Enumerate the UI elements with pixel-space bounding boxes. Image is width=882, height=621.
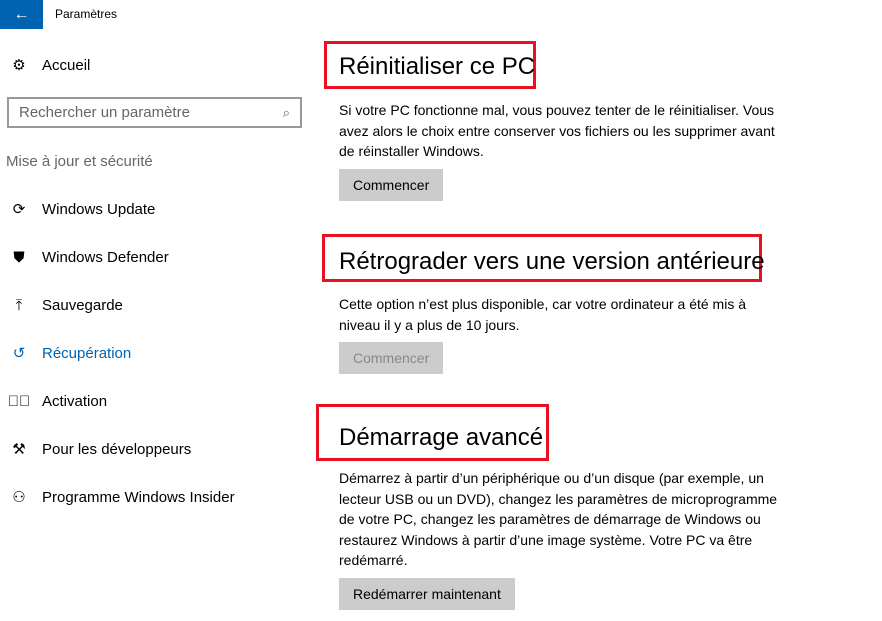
rollback-start-button[interactable]: Commencer [339, 342, 443, 374]
sidebar-item-activation[interactable] [7, 392, 108, 410]
check-circle-icon: ✓⃝ [7, 392, 31, 410]
insider-icon: ⚇ [12, 489, 26, 506]
home-label: Accueil [42, 56, 91, 74]
item-label: Pour les développeurs [42, 440, 192, 458]
gear-icon: ⚙ [12, 57, 26, 74]
sidebar-item-sauvegarde[interactable] [10, 296, 123, 314]
restart-now-button[interactable]: Redémarrer maintenant [339, 578, 515, 610]
arrow-left-icon: ← [13, 5, 30, 23]
back-button[interactable] [0, 0, 43, 29]
sync-icon: ⟳ [12, 201, 26, 218]
category-heading: Mise à jour et sécurité [6, 153, 153, 170]
search-input[interactable] [7, 97, 302, 128]
reset-start-button[interactable]: Commencer [339, 169, 443, 201]
section-text-advanced: Démarrez à partir d’un périphérique ou d’un disque (par exemple, un lecteur USB ou un DVD), changez les paramètres de microprogramme de votre PC, changez les paramètres de démarrage de Windows ou restaurez Windows à partir d’une image système. Votre PC va être redémarré. [339, 470, 778, 568]
item-label: Programme Windows Insider [42, 488, 235, 506]
tools-icon: ⚒ [12, 441, 26, 458]
search-placeholder: Rechercher un paramètre [19, 104, 190, 121]
sidebar-item-insider[interactable] [10, 488, 235, 506]
window-title: Paramètres [55, 7, 118, 21]
shield-icon: ⛊ [13, 248, 25, 266]
sidebar-item-home[interactable] [10, 56, 90, 74]
item-label: Windows Defender [42, 248, 169, 266]
section-title-reset: Réinitialiser ce PC [339, 53, 536, 80]
upload-icon: ⤒ [15, 296, 23, 314]
sidebar-item-developpeurs[interactable] [10, 440, 191, 458]
history-icon: ↺ [12, 345, 26, 362]
section-title-rollback: Rétrograder vers une version antérieure [339, 248, 765, 275]
item-label: Récupération [42, 344, 132, 362]
sidebar-item-windows-defender[interactable] [10, 248, 169, 266]
sidebar-item-windows-update[interactable] [10, 200, 155, 218]
item-label: Sauvegarde [42, 296, 123, 314]
item-label: Activation [42, 392, 108, 410]
section-text-reset: Si votre PC fonctionne mal, vous pouvez tenter de le réinitialiser. Vous avez alors le choix entre conserver vos fichiers ou les supprimer avant de réinstaller Windows. [339, 102, 775, 159]
sidebar-item-recuperation[interactable] [10, 344, 131, 362]
item-label: Windows Update [42, 200, 156, 218]
section-title-advanced: Démarrage avancé [339, 424, 544, 451]
search-icon: ⌕ [282, 104, 290, 120]
section-text-rollback: Cette option n’est plus disponible, car votre ordinateur a été mis à niveau il y a plus de 10 jours. [339, 296, 747, 333]
